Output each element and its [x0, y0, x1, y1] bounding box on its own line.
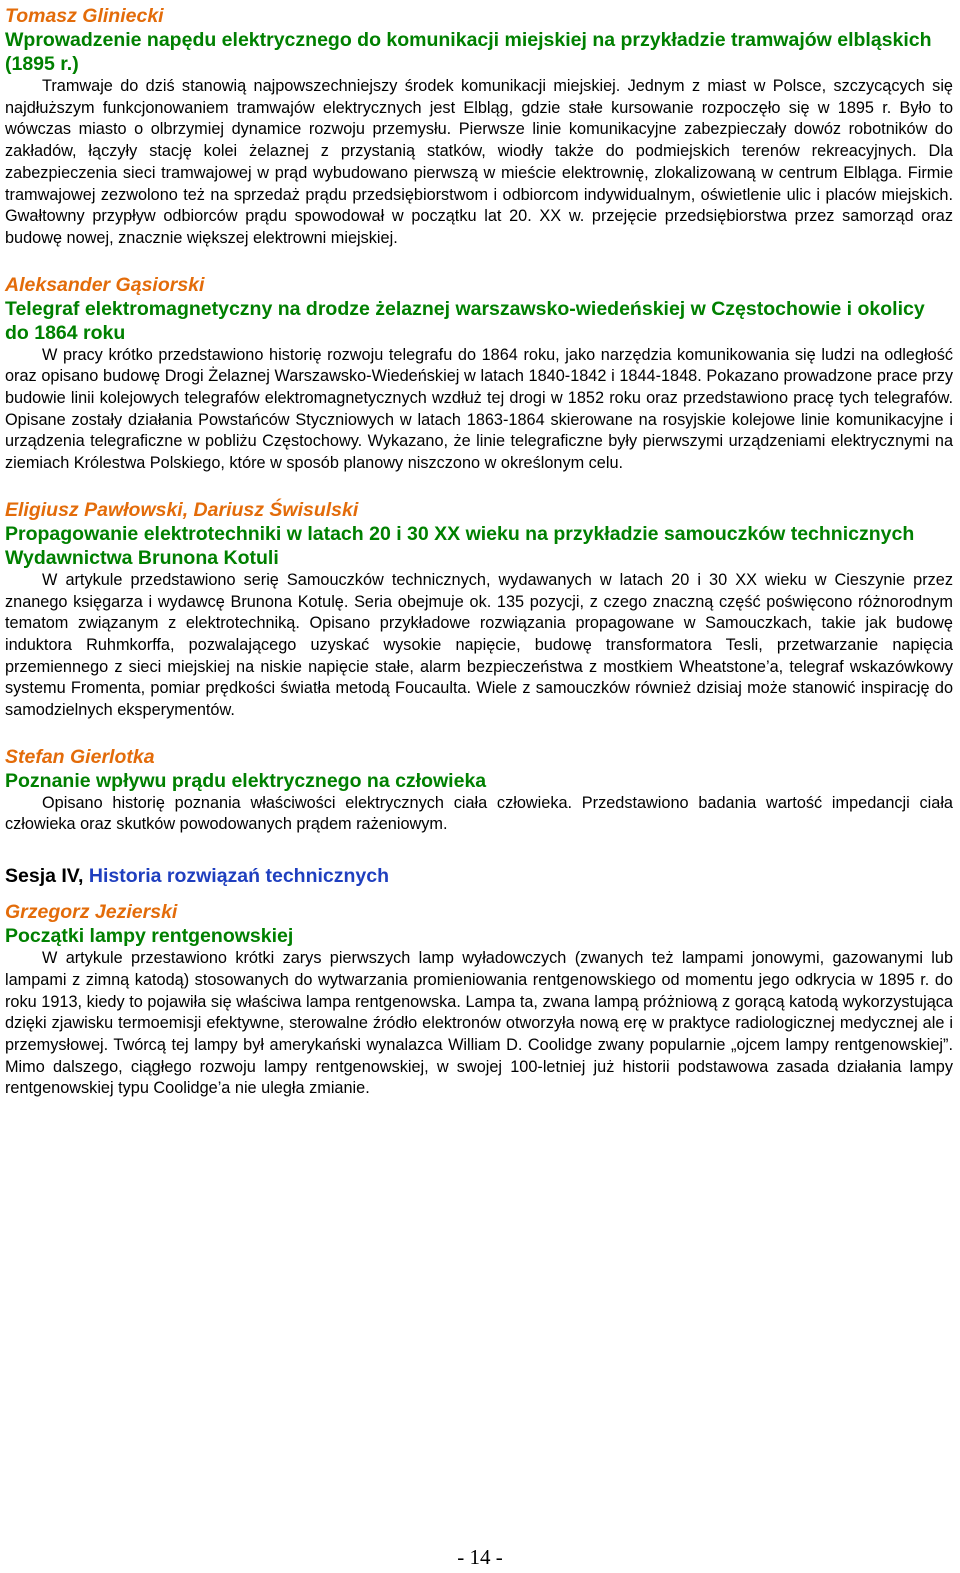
article-abstract: W artykule przestawiono krótki zarys pierwszych lamp wyładowczych (zwanych też lampami jonowymi, gazowanymi lub lampami z zimną katodą) stosowanych do wytwarzania promieniowania rentgenowskiego od momentu jego odkrycia w 1895 r. do roku 1913, kiedy to pojawiła się właściwa lampa rentgenowska. Lampa ta, zwana lampą próżniową z gorącą katodą wykorzystująca dzięki zjawisku termoemisji efektywne, sterowalne źródło elektronów otworzyła nową erę w praktyce radiologicznej medycznej ale i przemysłowej. Twórcą tej lampy był amerykański wynalazca William D. Coolidge zwany popularnie „ojcem lampy rentgenowskiej”. Mimo dalszego, ciągłego rozwoju lampy rentgenowskiej, w swojej 100-letniej już historii podstawowa zasada działania lampy rentgenowskiej typu Coolidge’a nie uległa zmianie.	[5, 949, 953, 1098]
article-abstract: Tramwaje do dziś stanowią najpowszechniejszy środek komunikacji miejskiej. Jednym z miast w Polsce, szczycących się najdłuższym funkcjonowaniem tramwajów elektrycznych jest Elbląg, gdzie stałe kursowanie rozpoczęło się w 1895 r. Było to wówczas miasto o olbrzymiej dynamice rozwoju przemysłu. Pierwsze linie komunikacyjne zabezpieczały dowóz robotników do zakładów, łączyły stację kolei żelaznej z przystanią statków, wiodły także do podmiejskich terenów rekreacyjnych. Dla zabezpieczenia sieci tramwajowej w prąd wybudowano pierwszą w mieście elektrownię, zlokalizowaną w centrum Elbląga. Firmie tramwajowej zezwolono też na sprzedaż prądu przedsiębiorstwom i odbiorcom indywidualnym, oświetlenie ulic i placów miejskich. Gwałtowny przypływ odbiorców prądu spowodował w początku lat 20. XX w. przejęcie przedsiębiorstwa przez samorząd oraz budowę nowej, znacznie większej elektrowni miejskiej.	[5, 77, 953, 247]
session-heading	[5, 864, 953, 888]
article-gierlotka	[5, 745, 953, 836]
article-abstract: Opisano historię poznania właściwości elektrycznych ciała człowieka. Przedstawiono badania wartość impedancji ciała człowieka oraz skutków powodowanych prądem rażeniowym.	[5, 793, 953, 834]
article-title: Propagowanie elektrotechniki w latach 20 i 30 XX wieku na przykładzie samouczków technicznych Wydawnictwa Brunona Kotuli	[5, 522, 915, 569]
article-gliniecki	[5, 4, 953, 250]
article-title: Początki lampy rentgenowskiej	[5, 925, 294, 948]
article-pawlowski-swisulski	[5, 498, 953, 722]
session-name: Historia rozwiązań technicznych	[88, 865, 390, 888]
article-author: Stefan Gierlotka	[5, 745, 155, 768]
article-jezierski	[5, 900, 953, 1100]
article-title: Wprowadzenie napędu elektrycznego do komunikacji miejskiej na przykładzie tramwajów elbląskich (1895 r.)	[5, 29, 932, 75]
page-number: - 14 -	[457, 1545, 503, 1569]
article-gasiorski	[5, 273, 953, 475]
article-author: Aleksander Gąsiorski	[5, 273, 205, 296]
document-page	[5, 4, 953, 1100]
article-author: Tomasz Gliniecki	[5, 5, 164, 27]
article-title: Poznanie wpływu prądu elektrycznego na człowieka	[5, 769, 487, 792]
article-author: Grzegorz Jezierski	[5, 901, 178, 924]
article-title: Telegraf elektromagnetyczny na drodze żelaznej warszawsko-wiedeńskiej w Częstochowie i okolicy do 1864 roku	[5, 297, 925, 344]
session-prefix: Sesja IV,	[5, 865, 84, 888]
article-author: Eligiusz Pawłowski, Dariusz Świsulski	[5, 498, 359, 521]
article-abstract: W artykule przedstawiono serię Samouczków technicznych, wydawanych w latach 20 i 30 XX wieku w Cieszynie przez znanego księgarza i wydawcę Brunona Kotulę. Seria obejmuje ok. 135 pozycji, z czego znaczną część poświęcono różnorodnym tematom związanym z elektrotechniką. Opisano przykładowe rozwiązania propagowane w Samouczkach, takie jak budowę induktora Ruhmkorffa, pozwalającego uzyskać wysokie napięcie, budowę transformatora Tesli, przetwarzanie napięcia przemiennego z sieci miejskiej na niskie napięcie stałe, alarm bezpieczeństwa z mostkiem Wheatstone’a, telegraf wskazówkowy systemu Fromenta, pomiar prędkości światła metodą Foucaulta. Wiele z samouczków również dzisiaj może stanowić inspirację do samodzielnych eksperymentów.	[5, 570, 953, 720]
article-abstract: W pracy krótko przedstawiono historię rozwoju telegrafu do 1864 roku, jako narzędzia komunikowania się ludzi na odległość oraz opisano budowę Drogi Żelaznej Warszawsko-Wiedeńskiej w latach 1840-1842 i 1844-1848. Pokazano prowadzone prace przy budowie linii kolejowych telegrafów elektromagnetycznych wzdłuż tej drogi w 1852 roku oraz przedstawiono pracę tych telegrafów. Opisane zostały działania Powstańców Styczniowych w latach 1863-1864 skierowane na rosyjskie kolejowe linie komunikacyjne i urządzenia telegraficzne w pobliżu Częstochowy. Wykazano, że linie telegraficzne były pierwszymi urządzeniami elektrycznymi na ziemiach Królestwa Polskiego, które w sposób planowy niszczono w określonym celu.	[5, 345, 953, 473]
